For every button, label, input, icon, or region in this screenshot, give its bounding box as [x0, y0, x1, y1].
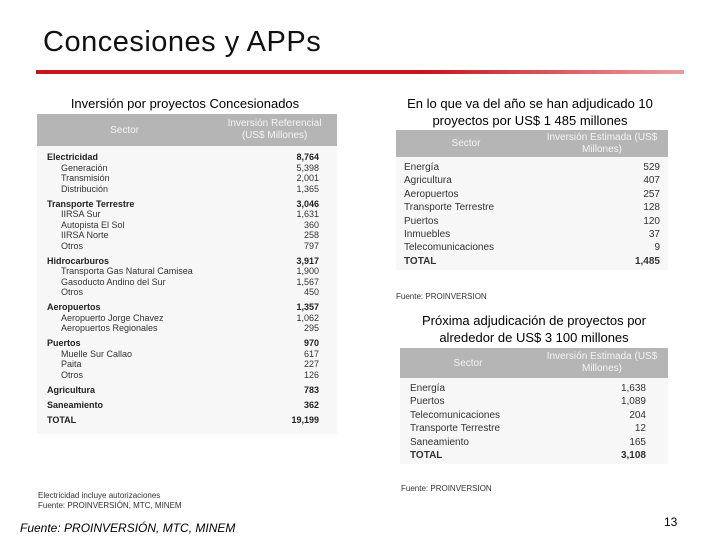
left-group-row [47, 302, 319, 313]
left-item-row [47, 209, 319, 220]
right-bottom-row-value: 204 [629, 409, 646, 421]
left-group-row-label: Puertos [47, 338, 81, 348]
left-item-row [47, 359, 319, 370]
right-bottom-row-value: 1,089 [620, 396, 646, 408]
left-group-row-label: Saneamiento [47, 399, 104, 410]
left-item-row [47, 266, 319, 277]
right-bottom-row [410, 436, 646, 449]
right-top-row-value: 128 [643, 202, 660, 214]
right-bottom-row [410, 409, 646, 422]
left-group-row [47, 199, 319, 210]
left-item-row-label: Paita [61, 359, 82, 369]
right-top-body [396, 157, 668, 270]
right-bottom-header [400, 348, 668, 378]
right-bottom-row-label: Telecomunicaciones [410, 409, 501, 421]
left-item-row-label: Muelle Sur Callao [61, 348, 133, 359]
right-bottom-row-label: Saneamiento [410, 436, 469, 448]
left-group-row [47, 400, 319, 411]
left-item-row-value: 1,567 [296, 276, 319, 287]
left-item-row [47, 230, 319, 241]
left-note [38, 491, 182, 511]
left-group-row [47, 338, 319, 349]
left-item-row [47, 313, 319, 324]
left-group-row-label: Hidrocarburos [47, 255, 110, 266]
left-item-row-value: 1,062 [296, 312, 319, 323]
right-top-row [404, 188, 660, 201]
right-bottom-header-value: Inversión Estimada (US$ Millones) [546, 351, 658, 374]
title-divider [36, 70, 684, 74]
left-item-row-label: IIRSA Sur [61, 209, 101, 219]
footer-source: Fuente: PROINVERSIÓN, MTC, MINEM [20, 521, 236, 535]
left-item-row [47, 349, 319, 360]
right-bottom-row-value: 1,638 [620, 383, 646, 394]
left-item-row [47, 287, 319, 298]
left-group-row-label: Electricidad [47, 152, 99, 162]
page-number: 13 [664, 515, 678, 529]
left-group-row-value: 1,357 [296, 302, 319, 312]
left-item-row-value: 797 [303, 240, 319, 251]
right-top-header-value: Inversión Estimada (US$ Millones) [546, 131, 658, 155]
right-top-row-label: TOTAL [404, 255, 437, 267]
right-bottom-row-value: 165 [629, 436, 646, 448]
left-item-row-value: 1,900 [296, 266, 319, 276]
right-bottom-row-label: TOTAL [410, 449, 443, 461]
right-top-row-value: 529 [643, 162, 660, 173]
right-top-row-label: Aeropuertos [404, 188, 459, 200]
right-bottom-subtitle: Próxima adjudicación de proyectos por alrededor de US$ 3 100 millones [421, 313, 646, 345]
right-top-row [404, 241, 660, 254]
right-bottom-row-value: 12 [634, 423, 646, 435]
right-top-row-label: Energía [404, 162, 440, 173]
right-top-row [404, 161, 660, 174]
left-item-row-label: Distribución [61, 183, 109, 194]
left-item-row-value: 360 [303, 219, 319, 230]
left-item-row [47, 173, 319, 184]
right-bottom-row-label: Energía [410, 383, 446, 394]
left-group-row-label: TOTAL [47, 414, 77, 425]
right-bottom-body [400, 378, 668, 464]
left-item-row-value: 258 [303, 230, 319, 240]
left-group-row [47, 415, 319, 426]
left-item-row-label: Autopista El Sol [61, 219, 125, 230]
left-item-row-value: 5,398 [296, 162, 319, 173]
left-group-row-value: 783 [303, 384, 319, 395]
right-top-row-label: Inmuebles [404, 228, 451, 240]
right-top-header [396, 130, 668, 157]
left-item-row [47, 163, 319, 174]
left-table [37, 114, 337, 434]
left-table-header [37, 114, 337, 146]
left-item-row-value: 1,365 [296, 183, 319, 194]
right-top-row-value: 1,485 [634, 255, 660, 267]
left-item-row-label: IIRSA Norte [61, 230, 109, 240]
right-bottom-row-value: 3,108 [620, 449, 646, 461]
right-top-row-label: Puertos [404, 215, 439, 227]
left-item-row-value: 227 [303, 359, 319, 369]
row-gap [47, 425, 319, 430]
right-bottom-row [410, 382, 646, 395]
right-top-row-value: 9 [654, 242, 660, 254]
left-group-row-value: 19,199 [291, 414, 319, 425]
left-item-row-value: 617 [303, 348, 319, 359]
left-item-row-value: 126 [303, 369, 319, 380]
page-title: Concesiones y APPs [43, 26, 322, 58]
left-item-row-value: 2,001 [296, 173, 319, 183]
left-group-row-value: 8,764 [296, 152, 319, 162]
left-item-row-label: Aeropuerto Jorge Chavez [61, 312, 164, 323]
right-bottom-row [410, 395, 646, 408]
left-item-row-label: Transmisión [61, 173, 110, 183]
left-table-body [37, 146, 337, 434]
left-item-row-label: Gasoducto Andino del Sur [61, 276, 166, 287]
right-top-row [404, 255, 660, 268]
left-group-row-value: 970 [303, 338, 319, 348]
left-item-row-label: Transporta Gas Natural Camisea [61, 266, 193, 276]
left-item-row-value: 1,631 [296, 209, 319, 219]
right-bottom-row-label: Puertos [410, 396, 445, 408]
right-top-row-value: 37 [648, 228, 660, 240]
right-top-row-label: Transporte Terrestre [404, 202, 495, 214]
left-group-row [47, 256, 319, 267]
left-item-row-label: Aeropuertos Regionales [61, 323, 158, 333]
left-item-row-value: 295 [303, 323, 319, 333]
left-group-row-value: 362 [303, 399, 319, 410]
right-top-header-sector: Sector [451, 138, 481, 149]
left-item-row [47, 241, 319, 252]
right-top-row [404, 174, 660, 187]
left-header-value: Inversión Referencial (US$ Millones) [227, 118, 322, 141]
right-top-row [404, 228, 660, 241]
right-bottom-header-sector: Sector [453, 357, 483, 369]
left-note-source: Fuente: PROINVERSIÓN, MTC, MINEM [38, 501, 182, 510]
left-group-row [47, 152, 319, 163]
left-group-row-label: Agricultura [47, 384, 96, 395]
left-item-row-label: Otros [61, 369, 84, 380]
right-bottom-row-label: Transporte Terrestre [410, 423, 501, 435]
right-top-table [396, 130, 668, 270]
left-item-row [47, 323, 319, 334]
right-top-row [404, 201, 660, 214]
right-top-subtitle: En lo que va del año se han adjudicado 10 proyectos por US$ 1 485 millones [407, 96, 653, 128]
left-item-row-label: Otros [61, 287, 84, 297]
right-bottom-table [400, 348, 668, 464]
right-top-row-value: 257 [643, 188, 660, 200]
left-item-row-label: Generación [61, 162, 108, 173]
left-group-row-label: Aeropuertos [47, 302, 101, 312]
right-top-row-label: Telecomunicaciones [404, 242, 495, 254]
left-group-row-label: Transporte Terrestre [47, 198, 135, 209]
left-group-row [47, 385, 319, 396]
left-note-electricidad: Electricidad incluye autorizaciones [38, 491, 161, 500]
right-top-row-label: Agricultura [404, 175, 452, 187]
left-item-row-value: 450 [303, 287, 319, 297]
left-item-row [47, 277, 319, 288]
left-group-row-value: 3,917 [296, 255, 319, 266]
right-bottom-row [410, 422, 646, 435]
right-bottom-row [410, 449, 646, 462]
right-bottom-source: Fuente: PROINVERSION [401, 484, 492, 493]
right-top-row-value: 407 [643, 175, 660, 187]
left-subtitle: Inversión por proyectos Concesionados [70, 96, 300, 111]
right-top-row [404, 215, 660, 228]
left-item-row-label: Otros [61, 240, 84, 251]
left-item-row [47, 184, 319, 195]
right-top-row-value: 120 [643, 215, 660, 227]
left-group-row-value: 3,046 [296, 198, 319, 209]
left-item-row [47, 220, 319, 231]
left-item-row [47, 370, 319, 381]
right-top-source: Fuente: PROINVERSION [396, 292, 487, 301]
left-header-sector: Sector [110, 124, 140, 136]
